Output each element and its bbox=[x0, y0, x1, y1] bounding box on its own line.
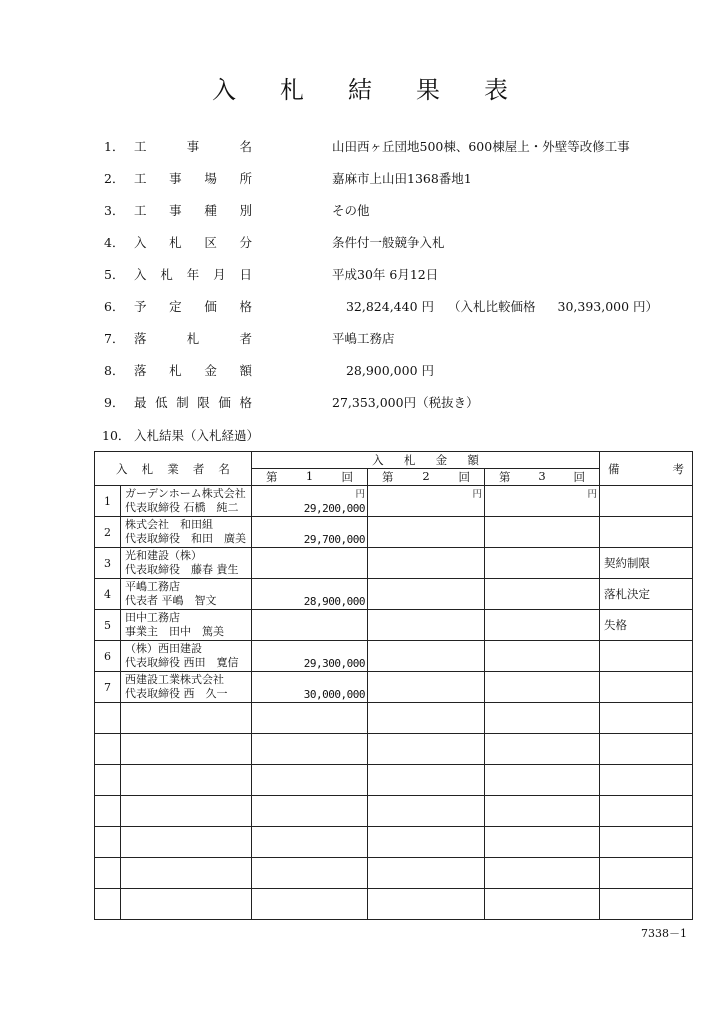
item-number: 5． bbox=[104, 267, 125, 282]
bid-round-1 bbox=[252, 641, 368, 672]
item-extra: （入札比較価格 bbox=[448, 299, 536, 314]
item-label-char: 格 bbox=[239, 395, 252, 410]
row-number: 1 bbox=[95, 486, 121, 517]
bid-remark bbox=[600, 672, 693, 703]
empty-cell bbox=[485, 889, 600, 920]
item-label-char: 所 bbox=[239, 171, 252, 186]
item-label-char: 年 bbox=[186, 267, 200, 282]
item-label-char: 名 bbox=[239, 139, 252, 154]
bidder-company: 田中工務店 bbox=[125, 611, 180, 624]
item-label-char: 工 bbox=[134, 203, 147, 218]
item-number: 2． bbox=[104, 171, 125, 186]
header-bidder-char: 業 bbox=[167, 461, 179, 476]
bid-round-3 bbox=[485, 641, 600, 672]
item-label-char: 価 bbox=[204, 299, 217, 314]
page-code: 7338－1 bbox=[641, 927, 687, 940]
empty-cell bbox=[368, 796, 485, 827]
round-dai: 第 bbox=[266, 470, 278, 484]
item-label bbox=[134, 201, 252, 219]
item-value bbox=[332, 201, 370, 219]
bidder-representative: 代表取締役 西田 寛信 bbox=[125, 656, 239, 669]
table-row bbox=[95, 672, 693, 703]
item-label-char: 区 bbox=[204, 235, 217, 250]
title-char: 表 bbox=[484, 76, 508, 104]
empty-cell bbox=[600, 827, 693, 858]
section-10-heading bbox=[102, 426, 259, 444]
item-label-char: 分 bbox=[239, 235, 252, 250]
empty-cell bbox=[121, 858, 252, 889]
item-label-char: 入 bbox=[134, 267, 147, 282]
item-row bbox=[96, 393, 696, 425]
empty-cell bbox=[252, 703, 368, 734]
table-row bbox=[95, 486, 693, 517]
item-label-char: 別 bbox=[239, 203, 252, 218]
bidder-company: 平嶋工務店 bbox=[125, 580, 180, 593]
empty-cell bbox=[121, 703, 252, 734]
empty-cell bbox=[95, 858, 121, 889]
item-label-char: 限 bbox=[197, 395, 210, 410]
table-row bbox=[95, 641, 693, 672]
item-label bbox=[134, 393, 252, 411]
bid-amount: 30,000,000 bbox=[303, 688, 365, 701]
empty-cell bbox=[252, 858, 368, 889]
bidder-name bbox=[121, 517, 252, 548]
yen-unit: 円 bbox=[587, 489, 597, 500]
item-label bbox=[134, 169, 252, 187]
item-value bbox=[332, 265, 438, 283]
item-label-char: 札 bbox=[160, 267, 173, 282]
item-number: 6． bbox=[104, 299, 125, 314]
item-amount: 32,824,440 円 bbox=[345, 299, 434, 314]
empty-cell bbox=[485, 703, 600, 734]
item-number: 1． bbox=[104, 139, 125, 154]
bid-results-table bbox=[94, 451, 693, 920]
item-label-char: 定 bbox=[169, 299, 182, 314]
empty-row bbox=[95, 858, 693, 889]
bidder-company: 西建設工業株式会社 bbox=[125, 673, 224, 686]
header-bidder-name bbox=[95, 452, 252, 486]
bidder-name bbox=[121, 548, 252, 579]
item-label-char: 入 bbox=[134, 235, 147, 250]
empty-cell bbox=[368, 734, 485, 765]
bidder-representative: 代表取締役 和田 廣美 bbox=[125, 532, 246, 545]
item-value-text: 条件付一般競争入札 bbox=[332, 235, 445, 250]
round-number: 2 bbox=[422, 469, 430, 483]
item-label-char: 最 bbox=[134, 395, 147, 410]
header-bidder-char: 札 bbox=[141, 461, 154, 476]
empty-row bbox=[95, 796, 693, 827]
bid-round-3 bbox=[485, 672, 600, 703]
item-row bbox=[96, 265, 696, 297]
bid-amount: 28,900,000 bbox=[303, 595, 365, 608]
item-value-text: 27,353,000円（税抜き） bbox=[332, 395, 479, 410]
item-value bbox=[332, 297, 658, 315]
empty-cell bbox=[368, 765, 485, 796]
empty-cell bbox=[121, 796, 252, 827]
empty-cell bbox=[600, 703, 693, 734]
item-value bbox=[332, 329, 395, 347]
empty-cell bbox=[368, 889, 485, 920]
item-label-char: 低 bbox=[155, 395, 168, 410]
item-label-char: 工 bbox=[134, 139, 147, 154]
empty-row bbox=[95, 765, 693, 796]
bidder-representative: 代表取締役 藤春 貴生 bbox=[125, 563, 239, 576]
empty-cell bbox=[368, 858, 485, 889]
row-number: 3 bbox=[95, 548, 121, 579]
empty-cell bbox=[600, 889, 693, 920]
empty-cell bbox=[95, 796, 121, 827]
table-row bbox=[95, 548, 693, 579]
item-label bbox=[134, 329, 252, 347]
item-label-char: 額 bbox=[239, 363, 252, 378]
row-number: 4 bbox=[95, 579, 121, 610]
item-label-char: 場 bbox=[204, 171, 217, 186]
round-dai: 第 bbox=[499, 470, 511, 484]
item-label-char: 月 bbox=[213, 267, 226, 282]
empty-cell bbox=[95, 734, 121, 765]
item-label-char: 種 bbox=[204, 203, 217, 218]
bid-remark bbox=[600, 641, 693, 672]
header-amount-char: 札 bbox=[403, 453, 416, 467]
header-bidder-char: 入 bbox=[116, 461, 128, 476]
bidder-company: （株）西田建設 bbox=[125, 642, 202, 655]
bid-round-2 bbox=[368, 610, 485, 641]
bid-round-3 bbox=[485, 610, 600, 641]
item-label-char: 落 bbox=[134, 363, 147, 378]
round-number: 3 bbox=[538, 469, 546, 483]
bid-round-1 bbox=[252, 486, 368, 517]
empty-row bbox=[95, 703, 693, 734]
bid-round-2 bbox=[368, 672, 485, 703]
empty-cell bbox=[485, 796, 600, 827]
item-value bbox=[332, 361, 434, 379]
item-value-text: 平嶋工務店 bbox=[332, 331, 395, 346]
item-number: 4． bbox=[104, 235, 125, 250]
empty-cell bbox=[485, 858, 600, 889]
bid-remark: 落札決定 bbox=[600, 579, 693, 610]
item-number: 7． bbox=[104, 331, 125, 346]
row-number: 7 bbox=[95, 672, 121, 703]
item-label-char: 札 bbox=[169, 363, 182, 378]
bid-round-1 bbox=[252, 517, 368, 548]
bid-remark: 契約制限 bbox=[600, 548, 693, 579]
round-dai: 第 bbox=[382, 470, 394, 484]
item-label-char: 価 bbox=[218, 395, 231, 410]
header-remarks bbox=[600, 452, 693, 486]
empty-cell bbox=[600, 796, 693, 827]
item-label bbox=[134, 233, 252, 251]
empty-cell bbox=[600, 858, 693, 889]
item-value bbox=[332, 233, 445, 251]
item-label-char: 者 bbox=[239, 331, 252, 346]
bid-round-2 bbox=[368, 641, 485, 672]
bidder-name bbox=[121, 610, 252, 641]
yen-unit: 円 bbox=[355, 489, 365, 500]
bid-amount: 29,700,000 bbox=[303, 533, 365, 546]
header-amount-char: 入 bbox=[372, 453, 384, 467]
round-kai: 回 bbox=[458, 470, 470, 484]
table-row bbox=[95, 610, 693, 641]
title-char: 入 bbox=[212, 76, 236, 104]
item-number: 3． bbox=[104, 203, 125, 218]
empty-cell bbox=[252, 734, 368, 765]
bid-round-1 bbox=[252, 548, 368, 579]
empty-cell bbox=[95, 827, 121, 858]
item-label-char: 工 bbox=[134, 171, 147, 186]
empty-cell bbox=[95, 765, 121, 796]
bid-round-3 bbox=[485, 548, 600, 579]
bid-round-2 bbox=[368, 517, 485, 548]
item-label bbox=[134, 137, 252, 155]
empty-row bbox=[95, 734, 693, 765]
item-row bbox=[96, 169, 696, 201]
item-value-text: 嘉麻市上山田1368番地1 bbox=[332, 171, 472, 186]
item-row bbox=[96, 233, 696, 265]
bidder-representative: 事業主 田中 篤美 bbox=[125, 625, 224, 638]
header-remarks-char: 備 bbox=[608, 461, 620, 476]
bid-round-2 bbox=[368, 548, 485, 579]
item-label-char: 予 bbox=[134, 299, 147, 314]
empty-cell bbox=[121, 734, 252, 765]
item-label-char: 金 bbox=[204, 363, 217, 378]
empty-cell bbox=[95, 703, 121, 734]
table-row bbox=[95, 517, 693, 548]
empty-cell bbox=[485, 765, 600, 796]
bidder-representative: 代表取締役 石橋 純二 bbox=[125, 501, 239, 514]
item-row bbox=[96, 137, 696, 169]
bid-remark: 失格 bbox=[600, 610, 693, 641]
table-row bbox=[95, 579, 693, 610]
empty-cell bbox=[121, 827, 252, 858]
item-value bbox=[332, 169, 472, 187]
item-row bbox=[96, 329, 696, 361]
document-title bbox=[0, 70, 720, 105]
empty-cell bbox=[121, 889, 252, 920]
item-number: 9． bbox=[104, 395, 125, 410]
item-label-char: 札 bbox=[186, 331, 200, 346]
empty-cell bbox=[368, 827, 485, 858]
round-number: 1 bbox=[305, 469, 314, 483]
bid-round-1 bbox=[252, 672, 368, 703]
title-char: 果 bbox=[416, 76, 440, 104]
item-label bbox=[134, 361, 252, 379]
empty-row bbox=[95, 889, 693, 920]
item-label-char: 落 bbox=[134, 331, 147, 346]
empty-cell bbox=[252, 796, 368, 827]
item-value bbox=[332, 137, 630, 155]
yen-unit: 円 bbox=[472, 489, 482, 500]
bidder-name bbox=[121, 486, 252, 517]
item-label-char: 制 bbox=[176, 395, 189, 410]
bidder-name bbox=[121, 672, 252, 703]
bidder-representative: 代表者 平嶋 智文 bbox=[125, 594, 217, 607]
bid-round-3 bbox=[485, 486, 600, 517]
item-number: 8． bbox=[104, 363, 125, 378]
item-label-char: 日 bbox=[239, 267, 252, 282]
empty-cell bbox=[121, 765, 252, 796]
item-label-char: 札 bbox=[169, 235, 182, 250]
bidder-name bbox=[121, 641, 252, 672]
bidder-company: ガーデンホーム株式会社 bbox=[125, 487, 246, 500]
empty-cell bbox=[600, 734, 693, 765]
item-value-text: 山田西ヶ丘団地500棟、600棟屋上・外壁等改修工事 bbox=[332, 139, 630, 154]
row-number: 2 bbox=[95, 517, 121, 548]
bidder-name bbox=[121, 579, 252, 610]
item-value-text: その他 bbox=[332, 203, 370, 218]
bidder-company: 光和建設（株） bbox=[125, 549, 202, 562]
round-kai: 回 bbox=[341, 470, 353, 484]
header-round-1 bbox=[252, 469, 368, 486]
header-remarks-char: 考 bbox=[672, 461, 684, 476]
item-row bbox=[96, 201, 696, 233]
header-round-2 bbox=[368, 469, 485, 486]
bid-remark bbox=[600, 486, 693, 517]
header-amount-char: 金 bbox=[435, 453, 448, 467]
item-row bbox=[96, 297, 696, 329]
bidder-representative: 代表取締役 西 久一 bbox=[125, 687, 228, 700]
empty-row bbox=[95, 827, 693, 858]
empty-cell bbox=[95, 889, 121, 920]
bid-round-2 bbox=[368, 579, 485, 610]
empty-cell bbox=[600, 765, 693, 796]
item-label bbox=[134, 265, 252, 283]
empty-cell bbox=[368, 703, 485, 734]
bid-amount: 29,300,000 bbox=[303, 657, 365, 670]
bid-remark bbox=[600, 517, 693, 548]
title-char: 結 bbox=[348, 76, 372, 104]
bid-round-2 bbox=[368, 486, 485, 517]
bid-round-3 bbox=[485, 517, 600, 548]
title-char: 札 bbox=[280, 76, 304, 104]
header-amount-char: 額 bbox=[467, 453, 479, 467]
section-10-label: 入札結果（入札経過） bbox=[134, 428, 260, 443]
item-extra-amount: 30,393,000 円） bbox=[557, 299, 659, 314]
project-items bbox=[96, 137, 696, 425]
item-label bbox=[134, 297, 252, 315]
header-bid-amount bbox=[252, 452, 600, 469]
row-number: 5 bbox=[95, 610, 121, 641]
item-label-char: 事 bbox=[169, 203, 182, 218]
header-bidder-char: 名 bbox=[218, 461, 230, 476]
empty-cell bbox=[252, 827, 368, 858]
item-value-text: 平成30年 6月12日 bbox=[332, 267, 439, 282]
header-round-3 bbox=[485, 469, 600, 486]
empty-cell bbox=[252, 765, 368, 796]
item-row bbox=[96, 361, 696, 393]
section-10-number: 10． bbox=[102, 428, 131, 443]
bidder-company: 株式会社 和田組 bbox=[125, 518, 213, 531]
item-label-char: 事 bbox=[169, 171, 182, 186]
item-amount: 28,900,000 円 bbox=[345, 363, 434, 378]
item-label-char: 事 bbox=[186, 139, 200, 154]
bid-round-1 bbox=[252, 579, 368, 610]
item-label-char: 格 bbox=[239, 299, 252, 314]
item-value bbox=[332, 393, 479, 411]
bid-amount: 29,200,000 bbox=[303, 502, 365, 515]
round-kai: 回 bbox=[573, 470, 585, 484]
empty-cell bbox=[252, 889, 368, 920]
empty-cell bbox=[485, 734, 600, 765]
bid-round-3 bbox=[485, 579, 600, 610]
row-number: 6 bbox=[95, 641, 121, 672]
bid-round-1 bbox=[252, 610, 368, 641]
header-bidder-char: 者 bbox=[192, 461, 205, 476]
empty-cell bbox=[485, 827, 600, 858]
